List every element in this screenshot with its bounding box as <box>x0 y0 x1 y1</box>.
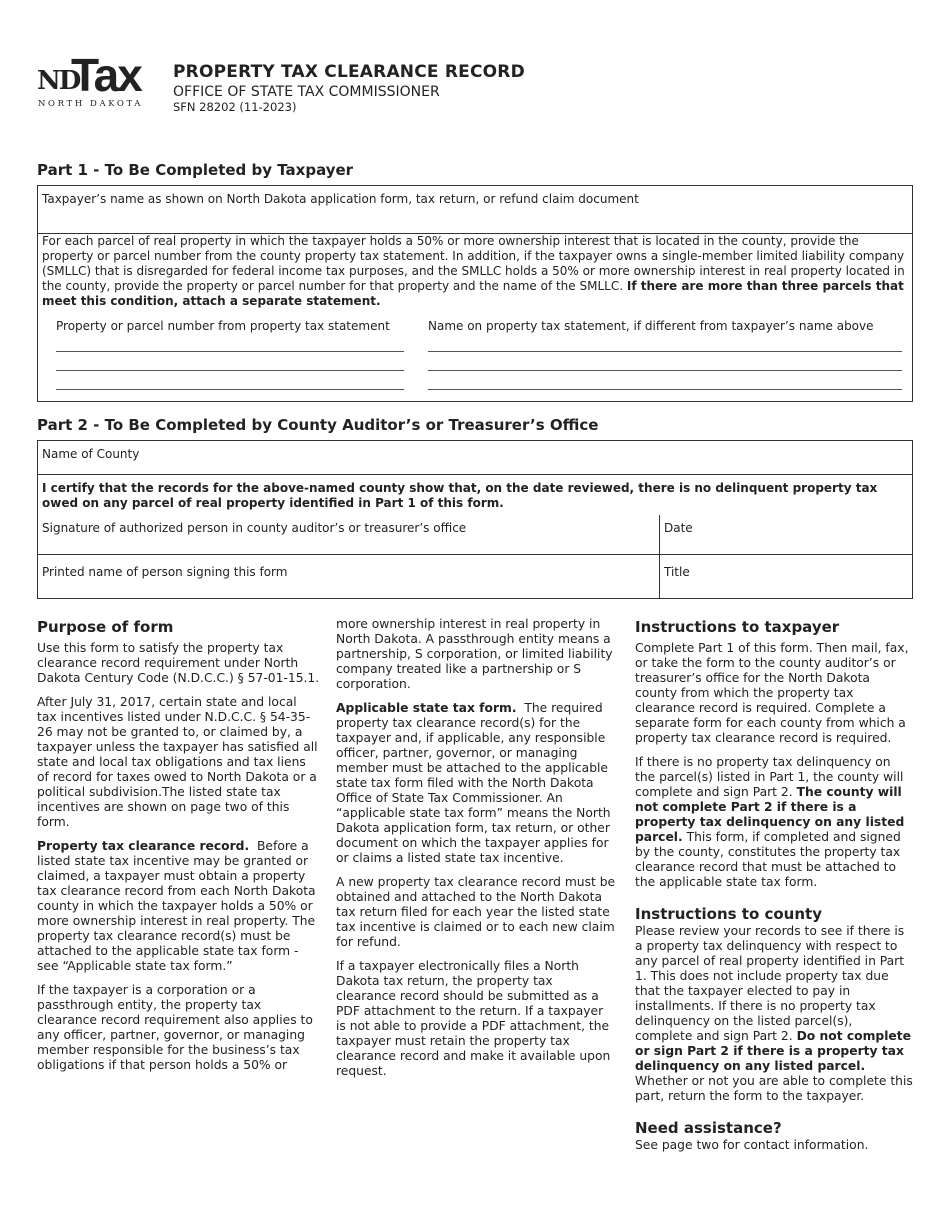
purpose-p3-bold: Property tax clearance record. <box>37 839 250 853</box>
form-number: SFN 28202 (11-2023) <box>173 100 297 114</box>
purpose-heading: Purpose of form <box>37 618 174 636</box>
assistance-heading: Need assistance? <box>635 1119 782 1137</box>
part1-box <box>37 185 913 402</box>
county-name-field[interactable] <box>38 441 912 475</box>
county-instructions-bold: Do not complete or sign Part 2 if there is a property tax delinquency on any listed parcel. <box>635 1029 911 1073</box>
taxpayer-name-field[interactable] <box>38 186 912 234</box>
part1-instructions: For each parcel of real property in which the taxpayer holds a 50% or more ownership interest that is located in the county, provide the property or parcel number from the county property tax statement. In addition, if the taxpayer owns a single-member limited liability company (SMLLC) that is disregarded for federal income tax purposes, and the SMLLC holds a 50% or more ownership interest in real property located in the county, provide the property or parcel number for that property and the name of the SMLLC. If there are more than three parcels that meet this condition, attach a separate statement. <box>42 234 905 308</box>
part2-title: Part 2 - To Be Completed by County Auditor’s or Treasurer’s Office <box>37 416 599 434</box>
printed-name-field[interactable] <box>38 555 660 598</box>
nd-tax-logo <box>37 49 153 112</box>
taxpayer-instructions-p1: Complete Part 1 of this form. Then mail, fax, or take the form to the county auditor’s or treasurer’s office for the North Dakota county from which the property tax clearance record is required. Complete a separate form for each county from which a property tax clearance record is required. <box>635 641 909 745</box>
middle-p3: A new property tax clearance record must be obtained and attached to the North Dakota tax return filed for each year the listed state tax incentive is claimed or to each new claim for refund. <box>336 875 616 949</box>
office-name: OFFICE OF STATE TAX COMMISSIONER <box>173 84 440 100</box>
assistance-text: See page two for contact information. <box>635 1138 869 1152</box>
logo-tax-text: Tax <box>71 49 141 101</box>
purpose-p4: If the taxpayer is a corporation or a passthrough entity, the property tax clearance record requirement also applies to any officer, partner, governor, or managing member responsible for the business’s tax obligations if that person holds a 50% or <box>37 983 313 1072</box>
certify-statement <box>38 475 912 515</box>
logo-nd-text: ND <box>37 66 80 96</box>
statement-name-line-1[interactable] <box>428 351 902 352</box>
certify-text: I certify that the records for the above-named county show that, on the date reviewed, there is no delinquent property tax owed on any parcel of real property identified in Part 1 of this form. <box>42 481 878 510</box>
logo-subtitle: NORTH DAKOTA <box>38 99 144 109</box>
purpose-p1: Use this form to satisfy the property tax clearance record requirement under North Dakota Century Code (N.D.C.C.) § 57-01-15.1. <box>37 641 320 685</box>
taxpayer-instructions-heading: Instructions to taxpayer <box>635 618 840 636</box>
taxpayer-instructions-p2: If there is no property tax delinquency on the parcel(s) listed in Part 1, the county will complete and sign Part 2. The county will not complete Part 2 if there is a property tax delinquency on any listed parcel. This form, if completed and signed by the county, constitutes the property tax clearance record that must be attached to the applicable state tax form. <box>635 755 905 889</box>
form-header <box>173 62 525 114</box>
part2-box <box>37 440 913 599</box>
printed-name-label: Printed name of person signing this form <box>42 565 288 579</box>
parcel-number-line-3[interactable] <box>56 389 404 390</box>
parcel-grid <box>42 309 908 399</box>
middle-p2-bold: Applicable state tax form. <box>336 701 517 715</box>
instructions-column <box>635 617 913 1162</box>
title-field[interactable] <box>660 555 912 598</box>
middle-column <box>336 617 616 1088</box>
part1-instructions-bold: If there are more than three parcels that meet this condition, attach a separate statement. <box>42 279 904 308</box>
statement-name-line-2[interactable] <box>428 370 902 371</box>
date-label: Date <box>664 521 693 535</box>
parcel-number-line-2[interactable] <box>56 370 404 371</box>
middle-p4: If a taxpayer electronically files a North Dakota tax return, the property tax clearance record should be submitted as a PDF attachment to the return. If a taxpayer is not able to provide a PDF attachment, the taxpayer must retain the property tax clearance record and make it available upon request. <box>336 959 611 1078</box>
parcel-section <box>38 234 912 401</box>
purpose-column <box>37 617 320 1082</box>
signature-field[interactable] <box>38 515 660 554</box>
statement-name-label: Name on property tax statement, if different from taxpayer’s name above <box>428 319 874 333</box>
statement-name-line-3[interactable] <box>428 389 902 390</box>
taxpayer-instructions-bold: The county will not complete Part 2 if there is a property tax delinquency on any listed parcel. <box>635 785 905 844</box>
taxpayer-name-label: Taxpayer’s name as shown on North Dakota application form, tax return, or refund claim document <box>42 192 639 206</box>
parcel-number-line-1[interactable] <box>56 351 404 352</box>
part1-title: Part 1 - To Be Completed by Taxpayer <box>37 161 354 179</box>
purpose-p2: After July 31, 2017, certain state and local tax incentives listed under N.D.C.C. § 54-35-26 may not be granted to, or claimed by, a taxpayer unless the taxpayer has satisfied all state and local tax obligations and tax liens of record for taxes owed to North Dakota or a political subdivision.The listed state tax incentives are shown on page two of this form. <box>37 695 318 829</box>
middle-p1: more ownership interest in real property in North Dakota. A passthrough entity means a partnership, S corporation, or limited liability company treated like a partnership or S corporation. <box>336 617 613 691</box>
purpose-p3: Property tax clearance record. Before a listed state tax incentive may be granted or claimed, a taxpayer must obtain a property tax clearance record from each North Dakota county in which the taxpayer holds a 50% or more ownership interest in real property. The property tax clearance record(s) must be attached to the applicable state tax form - see “Applicable state tax form.” <box>37 839 316 973</box>
date-field[interactable] <box>660 515 912 554</box>
county-instructions-p1: Please review your records to see if there is a property tax delinquency with respect to any parcel of real property identified in Part 1. This does not include property tax due that the taxpayer elected to pay in installments. If there is no property tax delinquency on the listed parcel(s), complete and sign Part 2. Do not complete or sign Part 2 if there is a property tax delinquency on any listed parcel. Whether or not you are able to complete this part, return the form to the taxpayer. <box>635 924 913 1103</box>
county-name-label: Name of County <box>42 447 140 461</box>
parcel-number-label: Property or parcel number from property tax statement <box>56 319 390 333</box>
signature-label: Signature of authorized person in county auditor’s or treasurer’s office <box>42 521 467 535</box>
form-title: PROPERTY TAX CLEARANCE RECORD <box>173 62 525 82</box>
signature-row <box>38 515 912 555</box>
county-instructions-heading: Instructions to county <box>635 905 822 923</box>
printed-name-row <box>38 555 912 598</box>
middle-p2: Applicable state tax form. The required property tax clearance record(s) for the taxpayer and, if applicable, any responsible officer, partner, governor, or managing member must be attached to the applicable state tax form filed with the North Dakota Office of State Tax Commissioner. An “applicable state tax form” means the North Dakota application form, tax return, or other document on which the taxpayer applies for or claims a listed state tax incentive. <box>336 701 611 865</box>
title-label: Title <box>664 565 690 579</box>
